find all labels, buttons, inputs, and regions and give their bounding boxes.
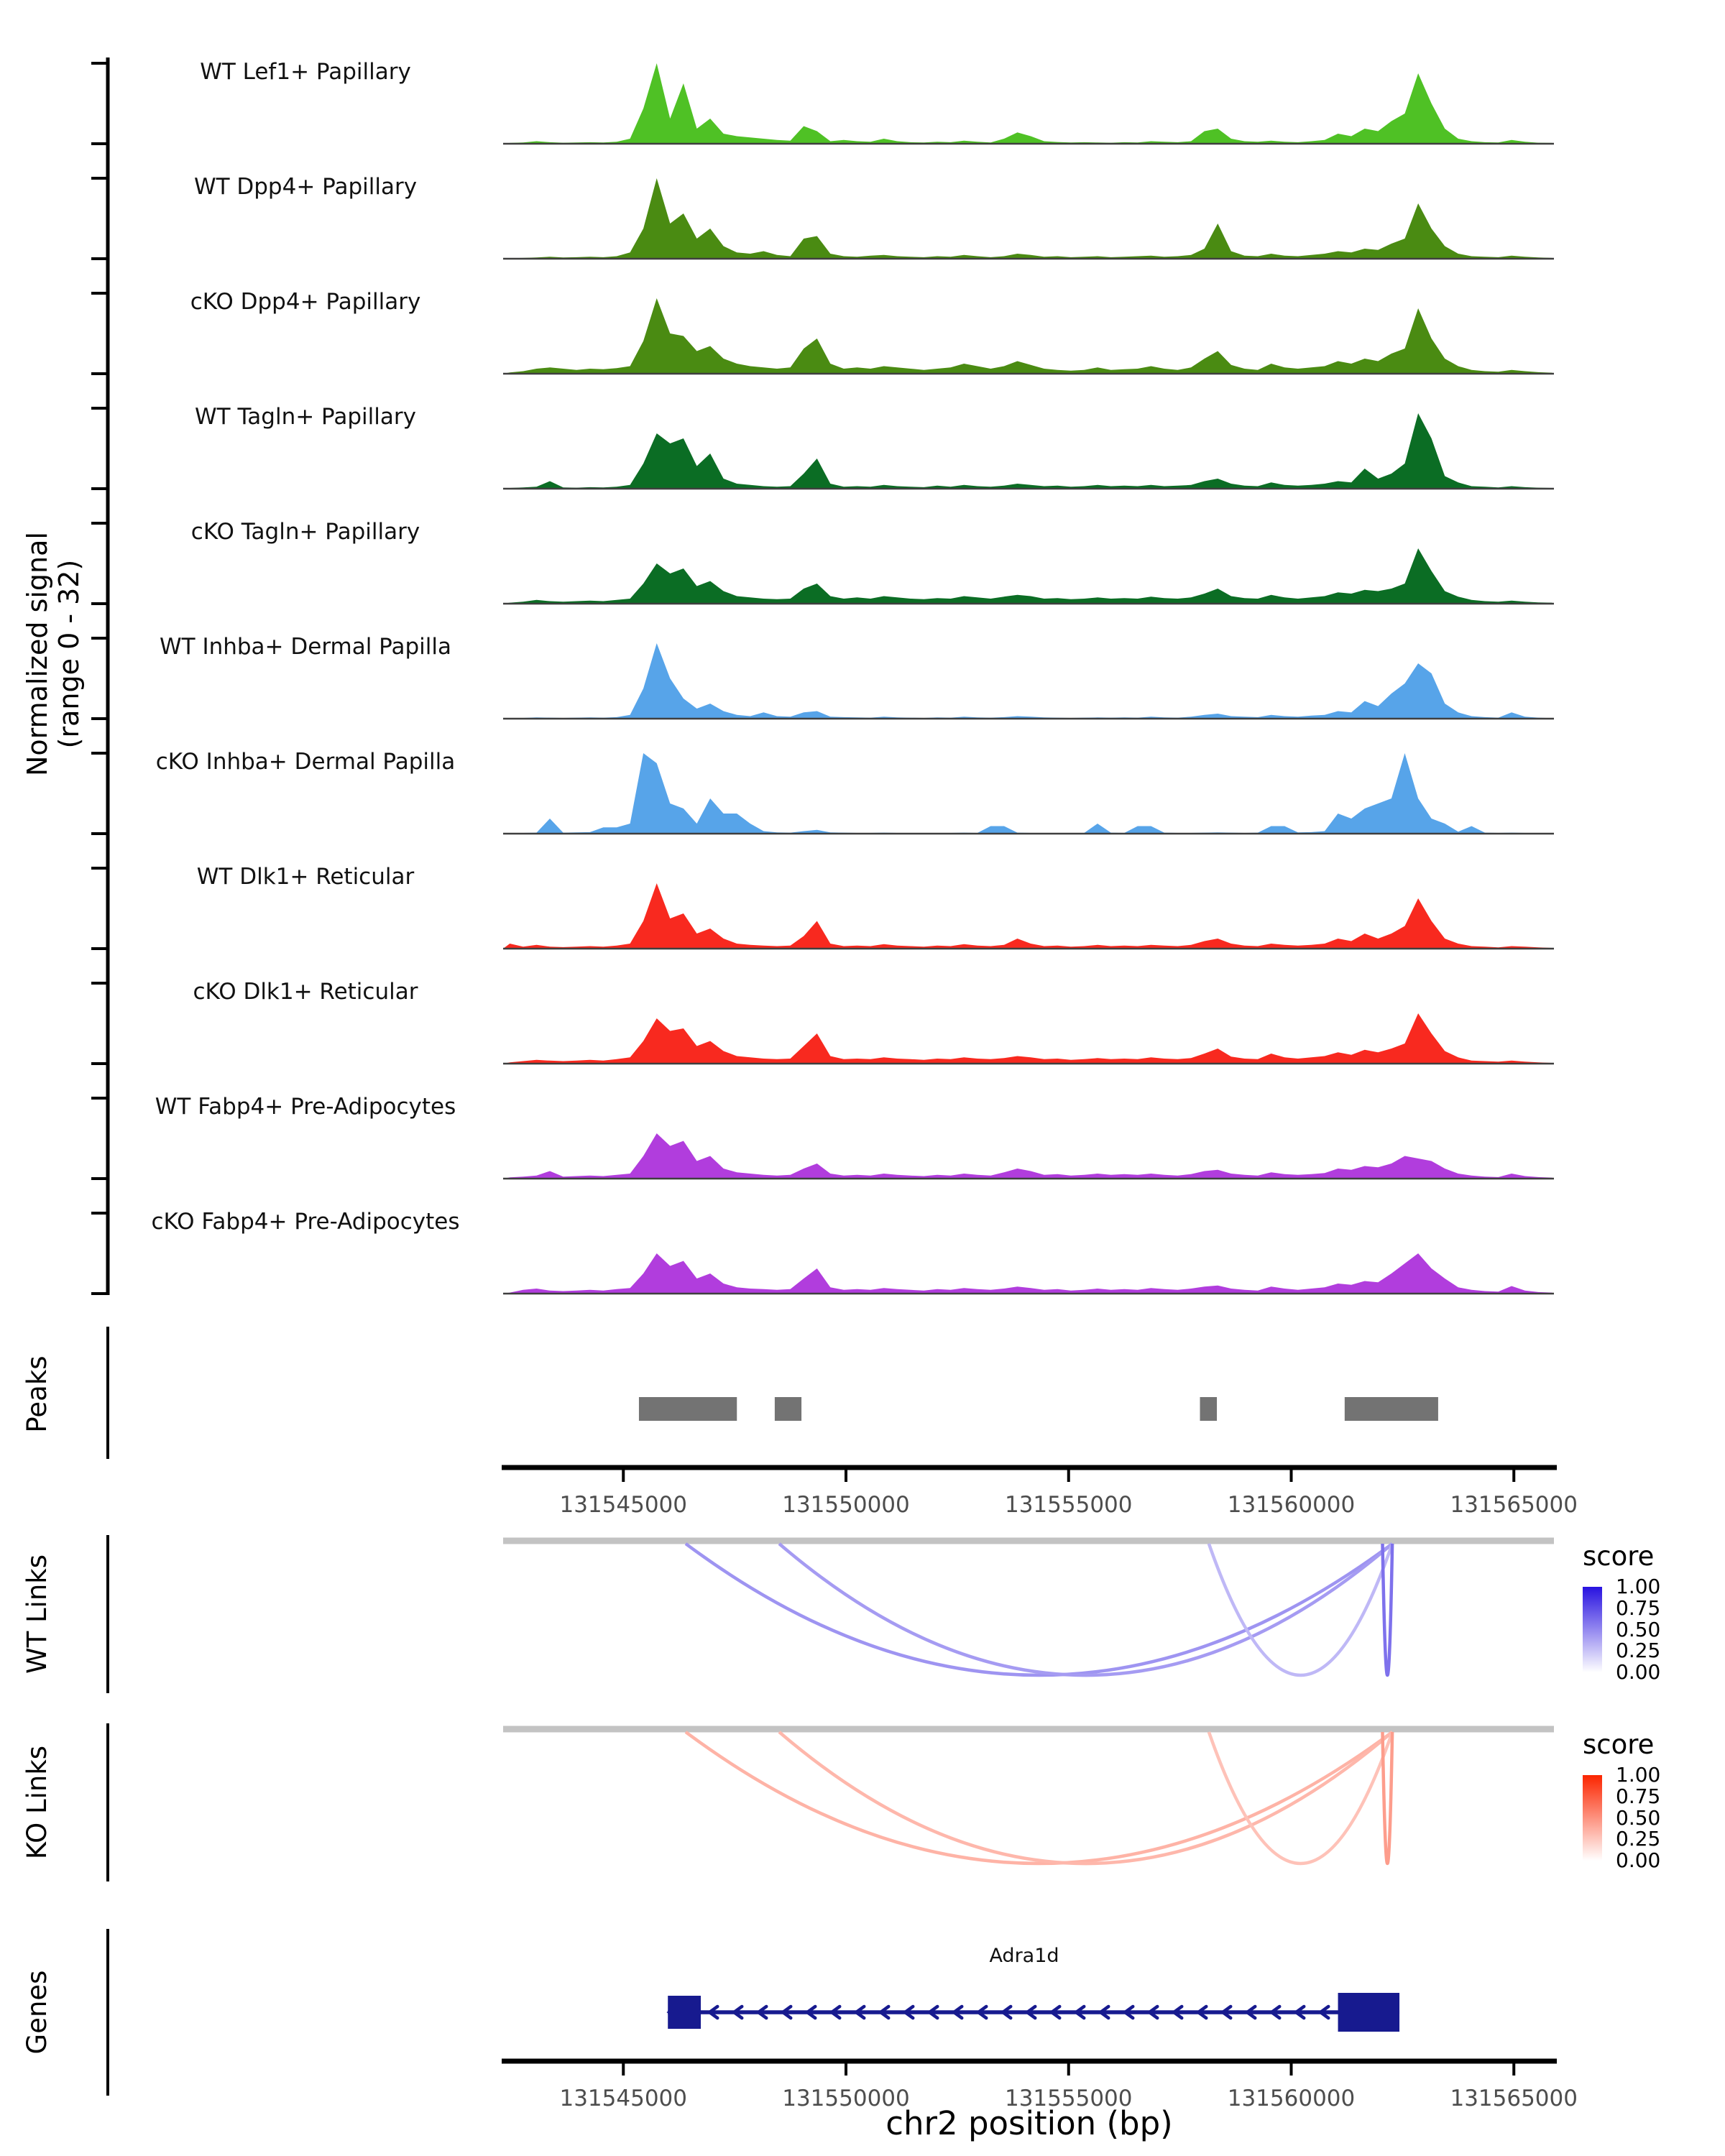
wt-links-section-label: WT Links — [22, 1554, 52, 1674]
track-label-3: cKO Dpp4+ Papillary — [190, 289, 421, 315]
coverage-area-4 — [503, 413, 1554, 489]
track-label-8: WT Dlk1+ Reticular — [196, 864, 415, 890]
gene-exon-right — [1338, 1993, 1399, 2032]
score-legend-tick-label: 0.75 — [1616, 1784, 1661, 1808]
ko-score-legend-title: score — [1583, 1729, 1655, 1760]
lower-x-axis-tick-label: 131560000 — [1227, 2086, 1356, 2111]
peak-interval-1 — [639, 1397, 737, 1421]
coverage-area-10 — [503, 1133, 1554, 1179]
coverage-area-8 — [503, 883, 1554, 949]
peaks-section-label: Peaks — [22, 1355, 52, 1433]
ko-score-legend — [1578, 1719, 1725, 1892]
score-legend-tick-label: 0.00 — [1616, 1660, 1661, 1684]
lower-x-axis-tick-label: 131555000 — [1004, 2086, 1133, 2111]
coverage-area-6 — [503, 643, 1554, 719]
gene-exon-left — [668, 1996, 701, 2029]
upper-x-axis-tick-label: 131565000 — [1450, 1492, 1578, 1518]
lower-x-axis-tick-label: 131550000 — [782, 2086, 910, 2111]
track-label-11: cKO Fabp4+ Pre-Adipocytes — [151, 1209, 460, 1235]
upper-x-axis-tick-label: 131560000 — [1227, 1492, 1356, 1518]
track-label-1: WT Lef1+ Papillary — [200, 59, 411, 85]
score-legend-tick-label: 0.50 — [1616, 1617, 1661, 1641]
coverage-area-3 — [503, 298, 1554, 374]
wt-link-arc-2 — [779, 1544, 1392, 1675]
score-legend-tick-label: 0.25 — [1616, 1639, 1661, 1663]
wt-score-legend — [1578, 1531, 1725, 1703]
peak-interval-3 — [1200, 1397, 1218, 1421]
track-label-2: WT Dpp4+ Papillary — [193, 174, 418, 200]
coverage-area-7 — [503, 753, 1554, 834]
coverage-area-9 — [503, 1013, 1554, 1064]
track-label-6: WT Inhba+ Dermal Papilla — [160, 634, 451, 660]
y-axis-label — [22, 223, 85, 1085]
ko-link-arc-4 — [1382, 1732, 1392, 1864]
track-label-9: cKO Dlk1+ Reticular — [193, 979, 418, 1005]
score-legend-tick-label: 1.00 — [1616, 1763, 1661, 1787]
lower-x-axis-tick-label: 131565000 — [1450, 2086, 1578, 2111]
track-label-5: cKO Tagln+ Papillary — [190, 519, 420, 545]
upper-x-axis-tick-label: 131545000 — [559, 1492, 687, 1518]
score-legend-tick-label: 0.50 — [1616, 1805, 1661, 1830]
track-label-7: cKO Inhba+ Dermal Papilla — [155, 749, 456, 775]
score-legend-tick-label: 1.00 — [1616, 1575, 1661, 1598]
score-legend-tick-label: 0.75 — [1616, 1595, 1661, 1620]
track-label-4: WT Tagln+ Papillary — [195, 404, 416, 430]
ko-link-arc-2 — [779, 1732, 1392, 1864]
peak-interval-4 — [1345, 1397, 1438, 1421]
y-axis-label-line2: (range 0 - 32) — [53, 559, 86, 749]
y-axis-label-line1: Normalized signal — [22, 532, 53, 776]
upper-x-axis-tick-label: 131550000 — [782, 1492, 910, 1518]
wt-link-arc-1 — [686, 1544, 1392, 1675]
coverage-area-1 — [503, 63, 1554, 144]
coverage-area-5 — [503, 548, 1554, 604]
score-legend-tick-label: 0.00 — [1616, 1848, 1661, 1872]
wt-score-gradient-bar — [1583, 1587, 1602, 1672]
ko-link-arc-1 — [686, 1732, 1392, 1864]
genes-section-label: Genes — [22, 1970, 52, 2055]
x-axis-title: chr2 position (bp) — [886, 2104, 1173, 2142]
wt-link-arc-4 — [1382, 1544, 1392, 1675]
peak-interval-2 — [775, 1397, 801, 1421]
ko-score-gradient-bar — [1583, 1775, 1602, 1861]
coverage-area-11 — [503, 1253, 1554, 1294]
upper-x-axis-tick-label: 131555000 — [1004, 1492, 1133, 1518]
wt-score-legend-title: score — [1583, 1541, 1655, 1572]
lower-x-axis-tick-label: 131545000 — [559, 2086, 687, 2111]
score-legend-tick-label: 0.25 — [1616, 1827, 1661, 1851]
gene-name-label: Adra1d — [989, 1945, 1059, 1967]
track-label-10: WT Fabp4+ Pre-Adipocytes — [155, 1094, 456, 1120]
coverage-area-2 — [503, 178, 1554, 259]
ko-links-section-label: KO Links — [22, 1745, 52, 1860]
